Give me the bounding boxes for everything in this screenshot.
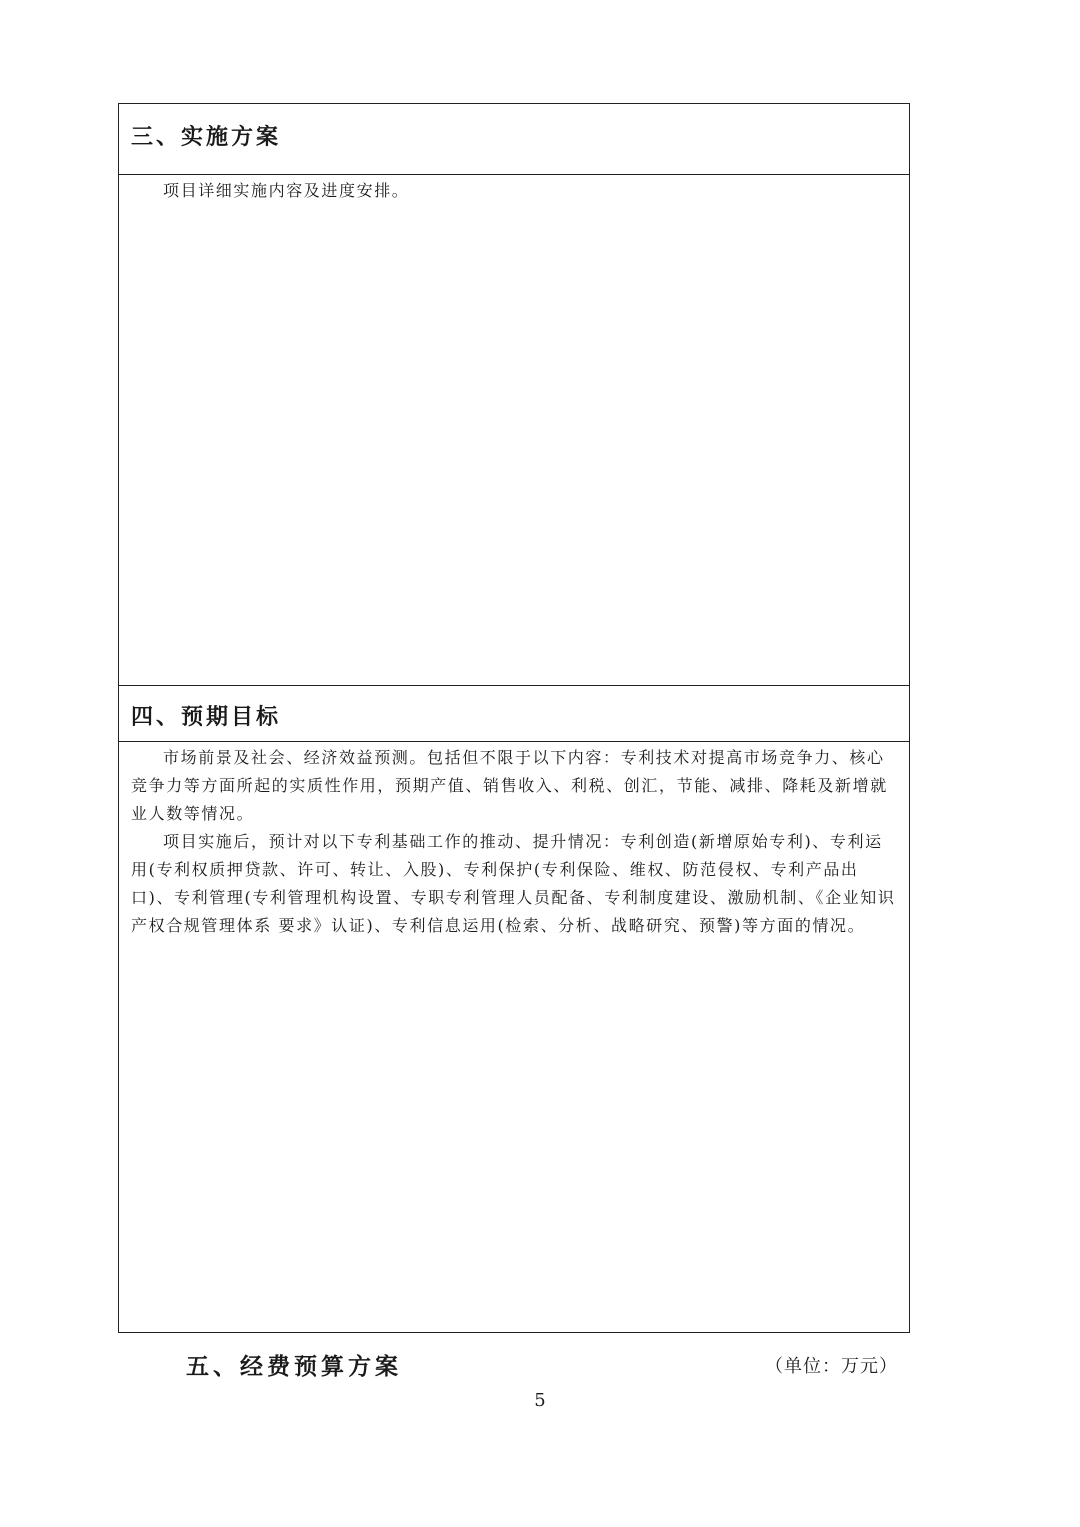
section3-header-row (119, 104, 909, 175)
form-table (118, 103, 910, 1333)
section3-paragraph: 项目详细实施内容及进度安排。 (163, 181, 410, 200)
page-number: 5 (534, 1390, 546, 1411)
section4-paragraph: 项目实施后，预计对以下专利基础工作的推动、提升情况：专利创造(新增原始专利)、专利运用(专利权质押贷款、许可、转让、入股)、专利保护(专利保险、维权、防范侵权、专利产品出口)、专利管理(专利管理机构设置、专职专利管理人员配备、专利制度建设、激励机制、《企业知识产权合规管理体系 要求》认证)、专利信息运用(检索、分析、战略研究、预警)等方面的情况。 (131, 832, 896, 935)
section4-content (131, 744, 899, 940)
section5-heading: 五、经费预算方案 (186, 1354, 402, 1380)
section3-body-cell[interactable] (119, 175, 909, 686)
section4-heading: 四、预期目标 (131, 705, 282, 730)
section4-header-row (119, 686, 909, 742)
section3-content (131, 177, 899, 205)
section3-heading: 三、实施方案 (131, 125, 282, 150)
section4-body-cell[interactable] (119, 742, 909, 1332)
section5-unit-label: （单位：万元） (765, 1356, 898, 1377)
section4-paragraph: 市场前景及社会、经济效益预测。包括但不限于以下内容：专利技术对提高市场竞争力、核心竞争力等方面所起的实质性作用，预期产值、销售收入、利税、创汇，节能、减排、降耗及新增就业人数等情况。 (131, 748, 888, 823)
